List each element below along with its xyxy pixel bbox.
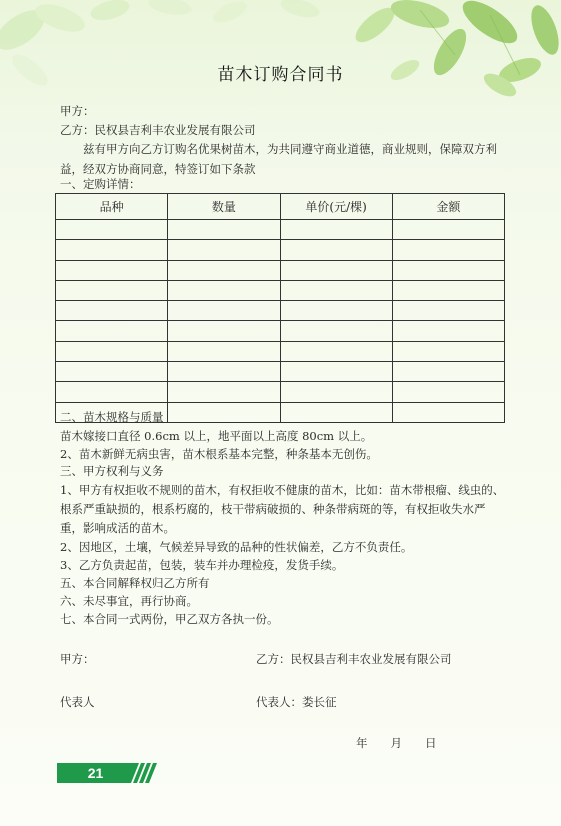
spec-item-1: 苗木嫁接口直径 0.6cm 以上，地平面以上高度 80cm 以上。 (60, 429, 373, 443)
header-variety: 品种 (56, 194, 168, 220)
table-cell (56, 220, 168, 240)
table-cell (168, 402, 280, 422)
table-cell (392, 260, 504, 280)
table-cell (280, 402, 392, 422)
table-cell (56, 240, 168, 260)
table-cell (56, 341, 168, 361)
table-cell (280, 362, 392, 382)
table-cell (392, 321, 504, 341)
table-cell (392, 382, 504, 402)
table-cell (280, 321, 392, 341)
rights-item-1: 1、甲方有权拒收不规则的苗木，有权拒收不健康的苗木，比如：苗木带根瘤、线虫的、根系严重缺损的，根系朽腐的，枝干带病破损的、种条带病斑的等，有权拒收失水严重，影响成活的苗木。 (60, 483, 505, 535)
table-cell (280, 280, 392, 300)
spec-item-2: 2、苗木新鲜无病虫害，苗木根系基本完整，种条基本无创伤。 (60, 447, 378, 461)
table-row (56, 321, 505, 341)
table-row (56, 382, 505, 402)
sign-rep-b: 代表人：娄长征 (256, 695, 337, 709)
table-cell (392, 280, 504, 300)
leaf-decoration (0, 0, 561, 110)
table-cell (168, 280, 280, 300)
section-unresolved: 六、未尽事宜，再行协商。 (60, 594, 198, 608)
table-cell (392, 362, 504, 382)
order-table (55, 193, 505, 423)
party-a-label: 甲方： (60, 104, 95, 118)
table-row (56, 220, 505, 240)
table-row (56, 240, 505, 260)
table-cell (168, 362, 280, 382)
sign-rep-a: 代表人 (60, 695, 95, 709)
section-spec-quality: 二、苗木规格与质量 (60, 410, 164, 424)
table-row (56, 301, 505, 321)
sign-party-a: 甲方： (60, 652, 95, 666)
table-row (56, 280, 505, 300)
table-cell (392, 402, 504, 422)
intro-paragraph: 兹有甲方向乙方订购名优果树苗木，为共同遵守商业道德，商业规则，保障双方利益，经双方协商同意，特签订如下条款 (60, 142, 497, 176)
table-cell (168, 220, 280, 240)
table-cell (168, 321, 280, 341)
table-cell (168, 240, 280, 260)
section-order-details: 一、定购详情： (60, 177, 141, 191)
table-cell (392, 220, 504, 240)
table-cell (280, 240, 392, 260)
table-cell (168, 301, 280, 321)
section-rights-duties: 三、甲方权利与义务 (60, 464, 164, 478)
header-amount: 金额 (392, 194, 504, 220)
party-b-label: 乙方：民权县吉利丰农业发展有限公司 (60, 123, 256, 137)
header-quantity: 数量 (168, 194, 280, 220)
section-interpretation: 五、本合同解释权归乙方所有 (60, 576, 210, 590)
table-cell (392, 301, 504, 321)
table-cell (280, 382, 392, 402)
order-table-body (56, 220, 505, 423)
document-title: 苗木订购合同书 (217, 65, 344, 85)
table-cell (56, 321, 168, 341)
table-row (56, 362, 505, 382)
page-number: 21 (87, 765, 104, 781)
table-row (56, 260, 505, 280)
header-unit-price: 单价(元/棵) (280, 194, 392, 220)
table-cell (280, 301, 392, 321)
rights-item-2: 2、因地区，土壤，气候差异导致的品种的性状偏差，乙方不负责任。 (60, 540, 413, 554)
table-cell (56, 280, 168, 300)
table-cell (168, 260, 280, 280)
table-cell (56, 301, 168, 321)
table-cell (56, 382, 168, 402)
table-cell (168, 382, 280, 402)
table-cell (280, 341, 392, 361)
table-cell (280, 220, 392, 240)
table-row (56, 341, 505, 361)
rights-item-3: 3、乙方负责起苗，包装，装车并办理检疫，发货手续。 (60, 558, 344, 572)
table-cell (56, 260, 168, 280)
table-cell (168, 341, 280, 361)
table-cell (56, 362, 168, 382)
sign-party-b: 乙方：民权县吉利丰农业发展有限公司 (256, 652, 452, 666)
table-cell (392, 341, 504, 361)
sign-date: 年 月 日 (356, 736, 437, 750)
table-cell (280, 260, 392, 280)
table-cell (392, 240, 504, 260)
section-copies: 七、本合同一式两份，甲乙双方各执一份。 (60, 612, 279, 626)
